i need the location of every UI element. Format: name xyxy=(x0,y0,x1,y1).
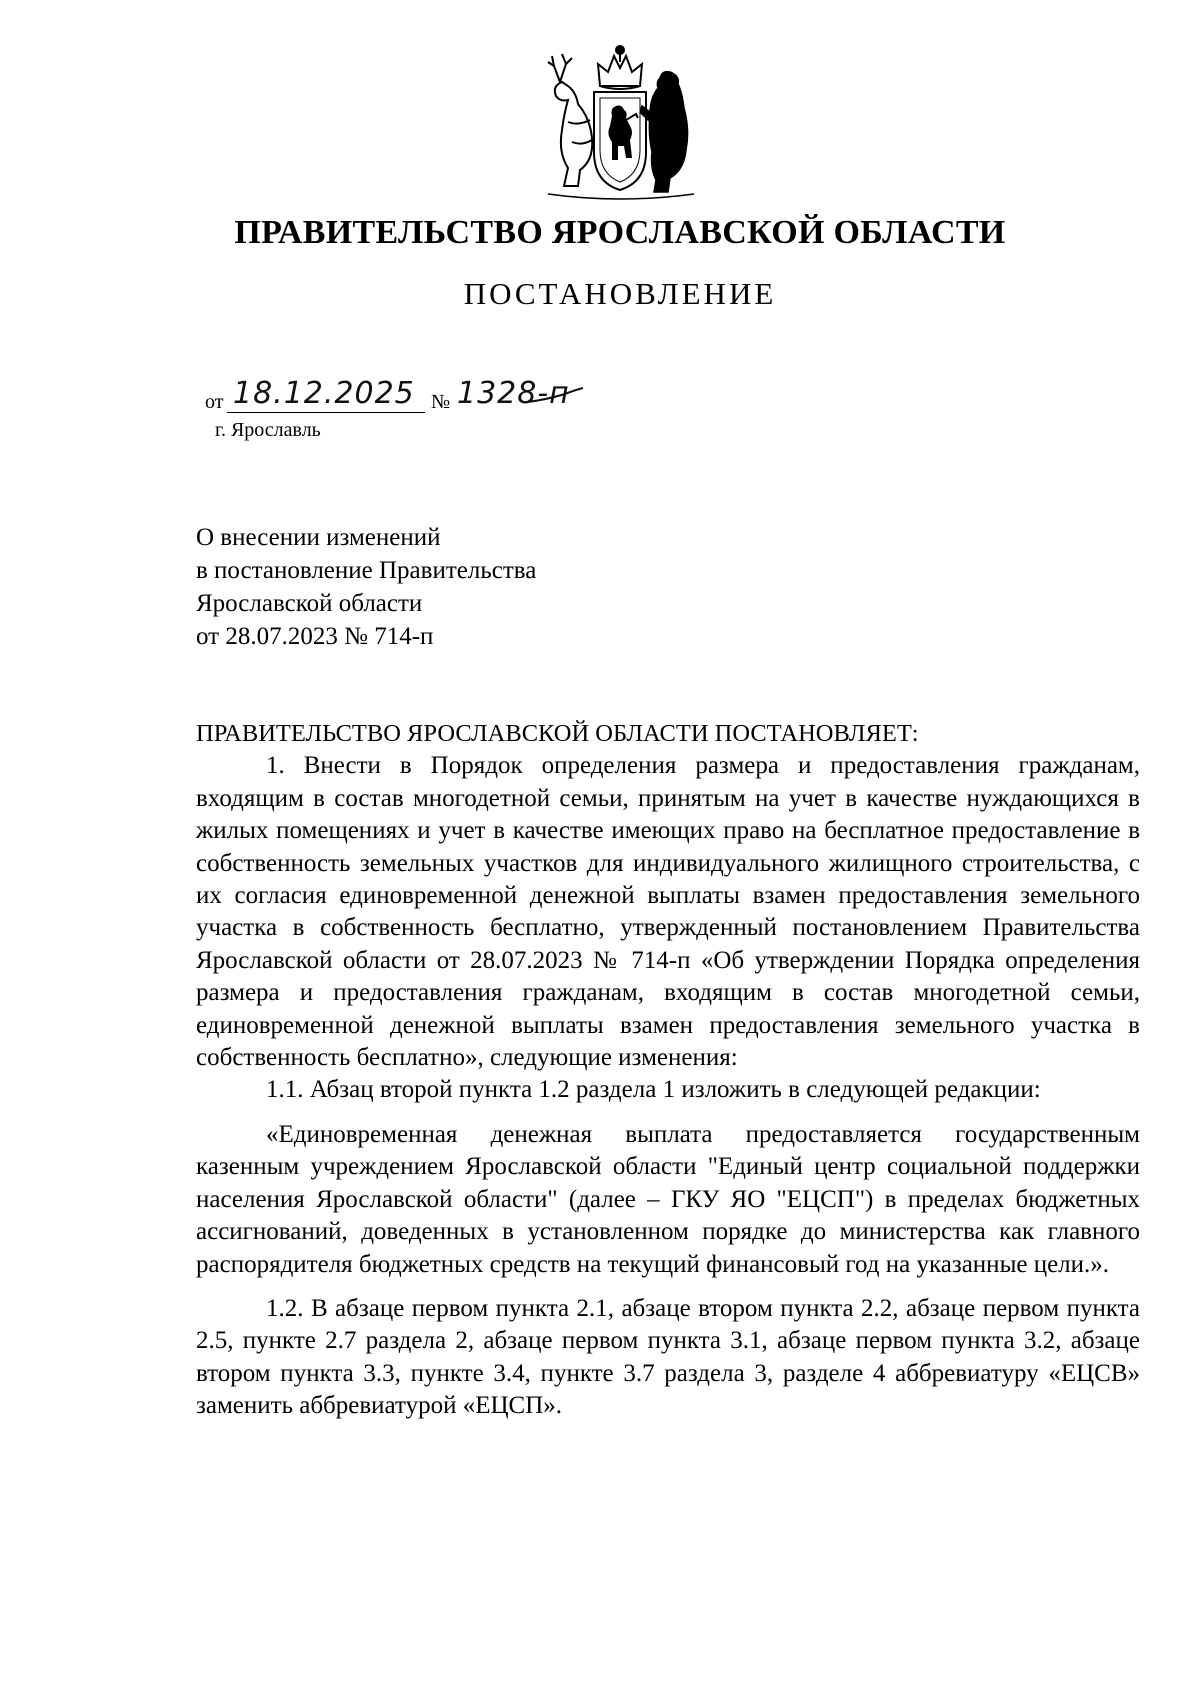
signature-stroke xyxy=(525,386,585,406)
city: г. Ярославль xyxy=(215,419,321,441)
paragraph-1-2: 1.2. В абзаце первом пункта 2.1, абзаце втором пункта 2.2, абзаце первом пункта 2.5, пункте 2.7 раздела 2, абзаце первом пункта 3.1, абзаце первом пункта 3.2, абзаце втором пункта 3.3, пункте 3.4, пункте 3.7 раздела 3, разделе 4 аббревиатуру «ЕЦСВ» заменить аббревиатурой «ЕЦСП». xyxy=(196,1294,1140,1420)
number-handwritten: 1328-п xyxy=(457,376,570,411)
subject-line: Ярославской области xyxy=(196,590,423,617)
coat-of-arms-icon xyxy=(538,42,702,200)
government-title: ПРАВИТЕЛЬСТВО ЯРОСЛАВСКОЙ ОБЛАСТИ xyxy=(234,214,1006,251)
date-prefix: от xyxy=(205,391,224,413)
paragraph-1: 1. Внести в Порядок определения размера и предоставления гражданам, входящим в состав многодетной семьи, принятым на учет в качестве нуждающихся в жилых помещениях и учет в качестве имеющих право на бесплатное предоставление в собственность земельных участков для индивидуального жилищного строительства, с их согласия единовременной денежной выплаты взамен предоставления земельного участка в собственность бесплатно, утвержденный постановлением Правительства Ярославской области от 28.07.2023 № 714-п «Об утверждении Порядка определения размера и предоставления гражданам, входящим в состав многодетной семьи, единовременной денежной выплаты взамен предоставления земельного участка в собственность бесплатно», следующие изменения: xyxy=(196,752,1140,1072)
date-handwritten: 18.12.2025 xyxy=(233,376,415,411)
number-prefix: № xyxy=(431,391,451,413)
document-body xyxy=(196,718,1140,1423)
subject-line: в постановление Правительства xyxy=(196,557,537,584)
subject-line: от 28.07.2023 № 714-п xyxy=(196,623,434,650)
preamble: ПРАВИТЕЛЬСТВО ЯРОСЛАВСКОЙ ОБЛАСТИ ПОСТАНОВЛЯЕТ: xyxy=(196,720,919,747)
subject-block xyxy=(196,521,536,653)
subject-line: О внесении изменений xyxy=(196,524,441,551)
paragraph-quote: «Единовременная денежная выплата предоставляется государственным казенным учреждением Ярославской области "Единый центр социальной поддержки населения Ярославской области" (далее – ГКУ ЯО "ЕЦСП") в пределах бюджетных ассигнований, доведенных в установленном порядке до министерства как главного распорядителя бюджетных средств на текущий финансовый год на указанные цели.». xyxy=(196,1120,1140,1278)
paragraph-1-1: 1.1. Абзац второй пункта 1.2 раздела 1 изложить в следующей редакции: xyxy=(266,1076,1041,1104)
date-number-line xyxy=(205,376,805,420)
document-type: ПОСТАНОВЛЕНИЕ xyxy=(463,276,777,311)
